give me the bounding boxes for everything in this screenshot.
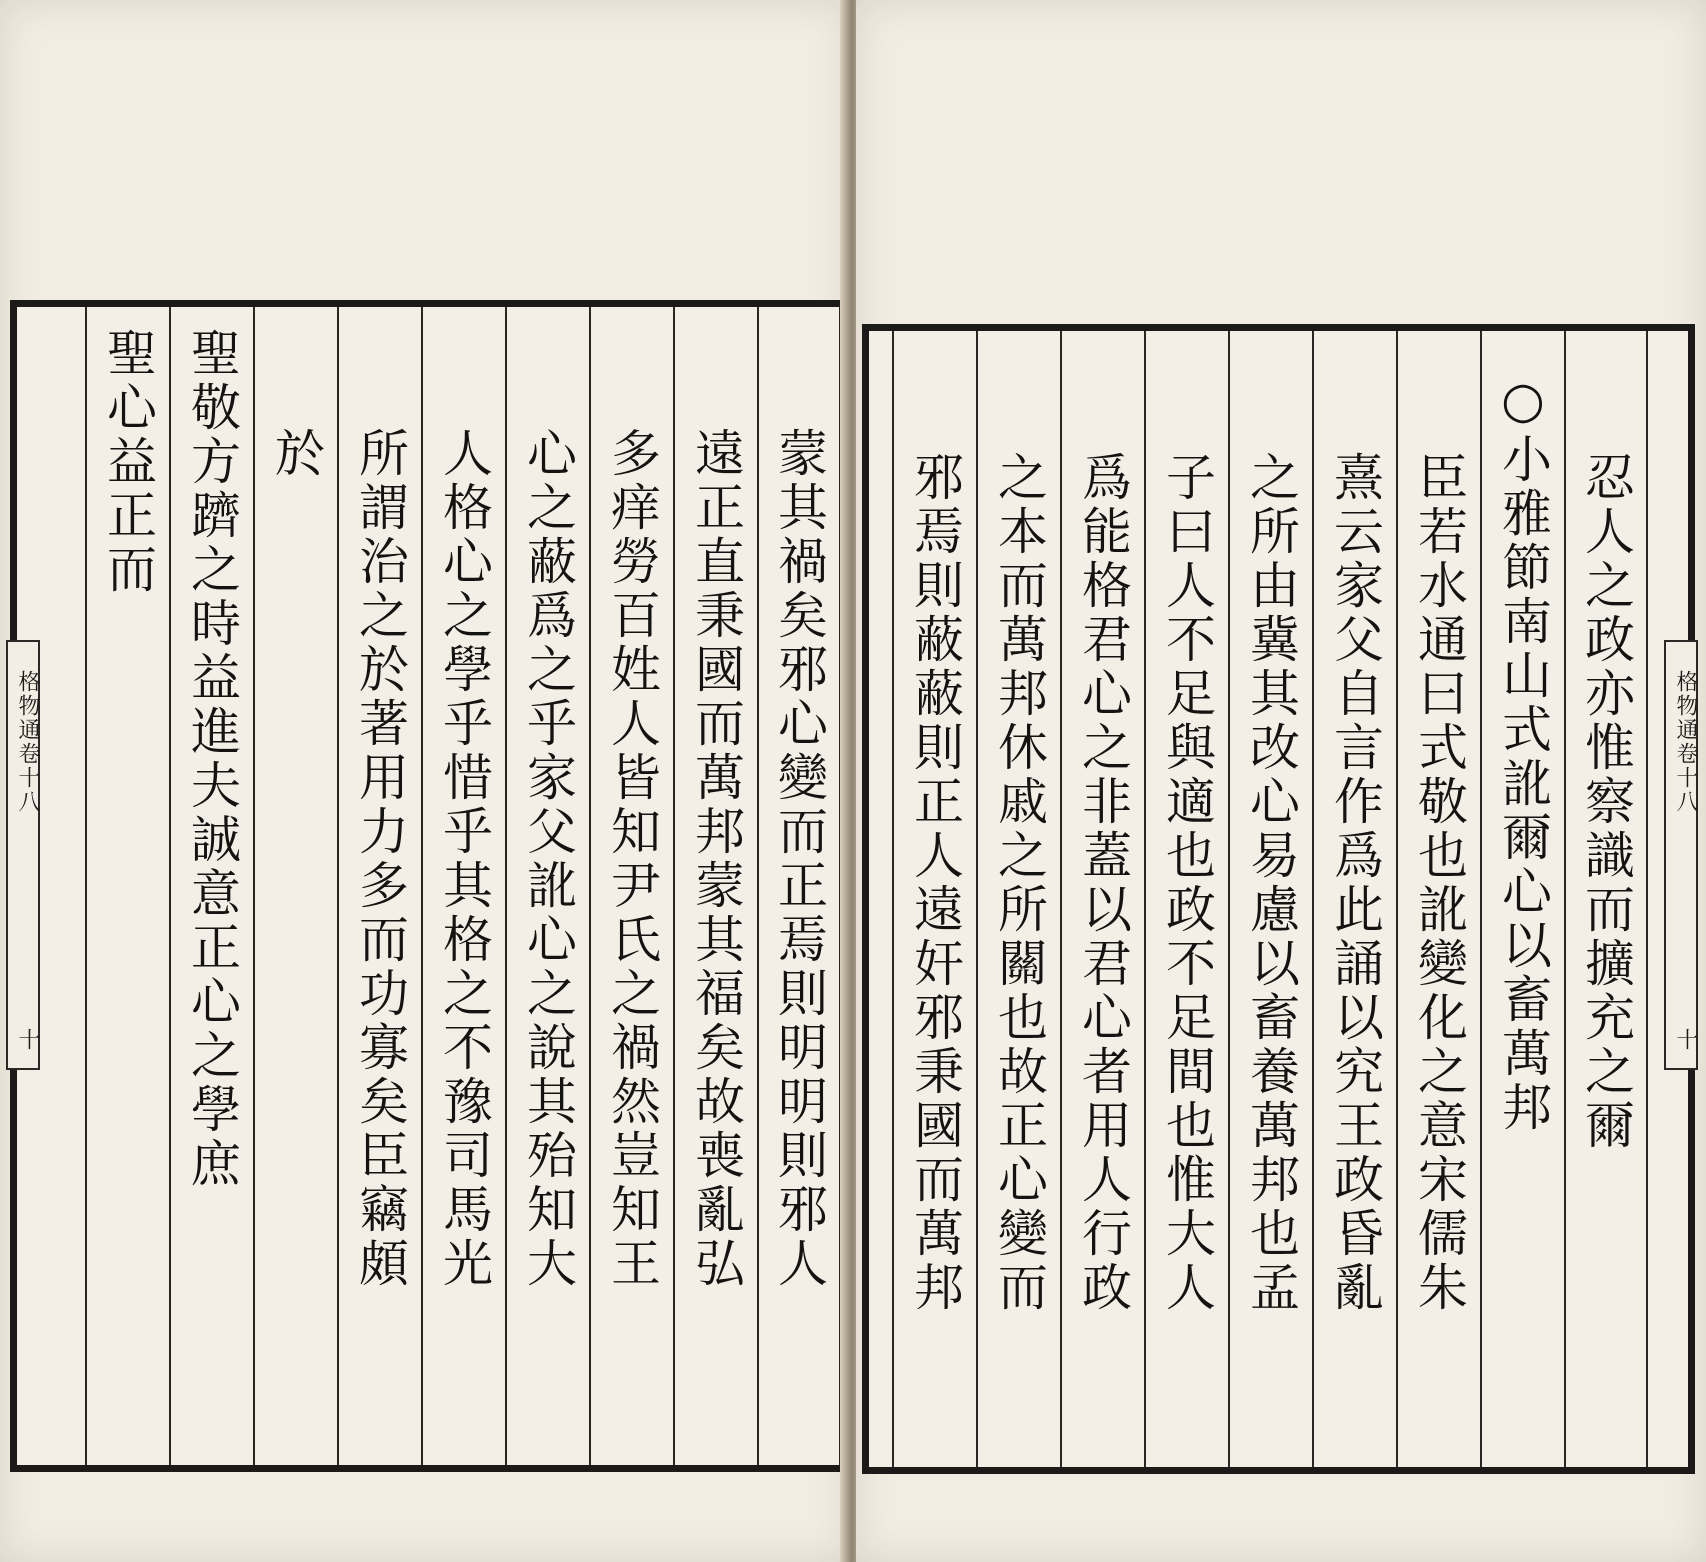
right-column-3 <box>1396 331 1480 1467</box>
right-column-text-5: 之所由冀其改心易慮以畜養萬邦也孟 <box>1242 451 1300 1315</box>
right-margin-label <box>1664 640 1698 1070</box>
right-page-number: 十 <box>1673 1028 1698 1050</box>
right-column-8 <box>976 331 1060 1467</box>
right-column-5 <box>1228 331 1312 1467</box>
left-column-7 <box>253 307 337 1465</box>
left-column-text-3: 多痒勞百姓人皆知尹氏之禍然豈知王 <box>603 427 661 1291</box>
left-columns <box>57 307 841 1465</box>
right-column-text-1: 忍人之政亦惟察識而擴充之爾 <box>1577 451 1635 1153</box>
right-column-1 <box>1564 331 1648 1467</box>
right-column-text-8: 之本而萬邦休戚之所關也故正心變而 <box>990 451 1048 1315</box>
right-page <box>856 0 1706 1562</box>
right-margin-title: 格物通卷十八 <box>1673 670 1698 814</box>
left-page <box>0 0 850 1562</box>
right-column-text-3: 臣若水通曰式敬也訛變化之意宋儒朱 <box>1410 451 1468 1315</box>
left-margin-title: 格物通卷十八 <box>15 670 40 814</box>
left-text-frame <box>10 300 848 1472</box>
left-column-text-7: 於 <box>267 427 325 481</box>
left-column-8 <box>169 307 253 1465</box>
left-column-text-5: 人格心之學乎惜乎其格之不豫司馬光 <box>435 427 493 1291</box>
right-column-4 <box>1312 331 1396 1467</box>
left-column-5 <box>421 307 505 1465</box>
right-column-text-6: 子曰人不足與適也政不足間也惟大人 <box>1158 451 1216 1315</box>
left-column-text-9: 聖心益正而 <box>99 327 157 597</box>
right-text-frame <box>862 324 1695 1474</box>
left-column-text-8: 聖敬方躋之時益進夫誠意正心之學庶 <box>183 327 241 1191</box>
left-column-3 <box>589 307 673 1465</box>
left-column-9 <box>85 307 169 1465</box>
right-column-text-7: 爲能格君心之非蓋以君心者用人行政 <box>1074 451 1132 1315</box>
left-column-text-4: 心之蔽爲之乎家父訛心之說其殆知大 <box>519 427 577 1291</box>
right-column-9 <box>892 331 976 1467</box>
left-column-2 <box>673 307 757 1465</box>
left-column-text-1: 蒙其禍矣邪心變而正焉則明明則邪人 <box>770 427 828 1291</box>
left-column-6 <box>337 307 421 1465</box>
right-column-2 <box>1480 331 1564 1467</box>
right-column-7 <box>1060 331 1144 1467</box>
left-column-4 <box>505 307 589 1465</box>
right-column-text-4: 熹云家父自言作爲此誦以究王政昏亂 <box>1326 451 1384 1315</box>
right-column-text-9: 邪焉則蔽蔽則正人遠奸邪秉國而萬邦 <box>906 451 964 1315</box>
right-column-6 <box>1144 331 1228 1467</box>
left-column-1 <box>757 307 841 1465</box>
left-page-number: 十 <box>15 1028 40 1050</box>
left-margin-label <box>6 640 40 1070</box>
right-columns <box>869 331 1648 1467</box>
left-column-text-2: 遠正直秉國而萬邦蒙其福矣故喪亂弘 <box>687 427 745 1291</box>
right-column-text-2: ○小雅節南山式訛爾心以畜萬邦 <box>1494 371 1552 1135</box>
left-column-text-6: 所謂治之於著用力多而功寡矣臣竊頗 <box>351 427 409 1291</box>
